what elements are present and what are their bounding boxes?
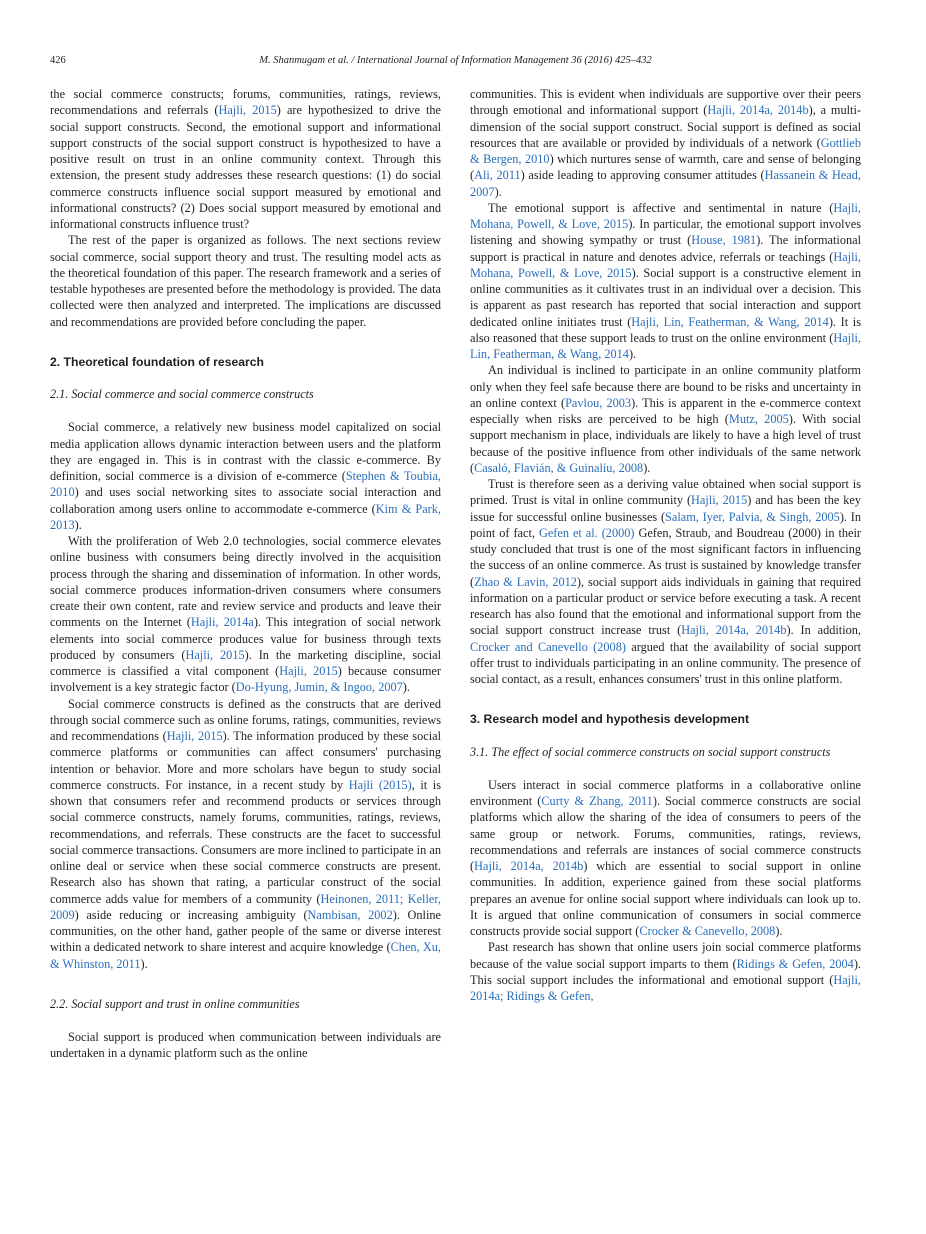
subsection-heading: 2.1. Social commerce and social commerce constructs: [50, 387, 314, 401]
citation-link[interactable]: Hajli, 2015: [166, 729, 223, 743]
paragraph: [50, 86, 441, 232]
citation-link[interactable]: Hajli, Mohana, Powell, & Love, 2015: [470, 249, 861, 280]
body-text: ).: [140, 956, 148, 971]
paragraph: [470, 939, 861, 1004]
paragraph: [470, 777, 861, 940]
citation-link[interactable]: Hajli, 2015: [185, 647, 245, 662]
body-text: The emotional support is affective and sentimental in nature (: [488, 200, 834, 215]
citation-link[interactable]: Hajli, 2014a, 2014b: [681, 623, 787, 638]
body-text: ). In addition,: [786, 623, 861, 638]
citation-link[interactable]: Heinonen, 2011; Keller, 2009: [50, 891, 442, 922]
citation-link[interactable]: Casaló, Flavián, & Guinalíu, 2008: [474, 460, 644, 475]
citation-link[interactable]: Hajli, Lin, Featherman, & Wang, 2014: [470, 330, 861, 361]
citation-link[interactable]: Hajli, Lin, Featherman, & Wang, 2014: [631, 314, 829, 329]
paragraph: [470, 200, 861, 363]
citation-link[interactable]: Hajli, 2015: [279, 664, 338, 678]
section-heading: 2. Theoretical foundation of research: [50, 354, 265, 369]
paragraph: [50, 1029, 441, 1062]
running-head: [50, 55, 861, 71]
citation-link[interactable]: Chen, Xu, & Whinston, 2011: [50, 940, 441, 971]
body-text: ).: [628, 347, 637, 361]
body-text: ).: [494, 184, 502, 199]
right-column: [470, 86, 861, 1004]
body-text: ) are hypothesized to drive the social support constructs. Second, the emotional support and informational support constructs of the social support construct is hypothesized to have a positive result on trust in an online community context. Through this extension, the present study addresses these research questions: (1) do social commerce constructs influence social support measured by emotional and informational constructs? (2) Does social support measured by emotional and informational constructs influence trust?: [50, 103, 442, 231]
citation-link[interactable]: Hajli (2015): [348, 777, 412, 792]
body-text: ). Online communities, on the other hand, gather people of the same or diverse interest within a dedicated network to share interest and acquire knowledge (: [50, 907, 441, 955]
citation-link[interactable]: Ridings & Gefen, 2004: [736, 956, 854, 971]
body-text: ). Social support is a constructive element in online communities as it cultivates trust in an individual over a decision. This is apparent as past research has reported that social interaction and support dedicated online initiates trust (: [470, 265, 861, 329]
citation-link[interactable]: Gefen et al. (2000): [538, 525, 635, 540]
citation-link[interactable]: Nambisan, 2002: [307, 907, 393, 922]
body-text: Social commerce constructs is defined as the constructs that are derived through social commerce such as online forums, ratings, communities, reviews and recommendations (: [50, 696, 441, 743]
citation-link[interactable]: Mutz, 2005: [728, 412, 789, 426]
body-text: ) because consumer involvement is a key strategic factor (: [50, 664, 441, 695]
body-text: With the proliferation of Web 2.0 technologies, social commerce elevates online business with consumers being directly involved in the acquisition process through the sharing and dissemination of information. In other words, social commerce produces information-driven consumers where consumers create their own content, rate and review service and products and leave their comments on the Internet (: [50, 534, 441, 630]
citation-link[interactable]: Hajli, 2014a, 2014b: [707, 103, 809, 118]
body-text: ). The informational support is practical in nature and denotes advice, referrals or teachings (: [470, 233, 861, 264]
paragraph: [50, 696, 441, 972]
body-text: Social commerce, a relatively new business model capitalized on social media application allows dynamic interaction between users and the platform they are engaged in. This is in contrast with the classic e-commerce. By definition, social commerce is a division of e-commerce (: [50, 420, 441, 483]
body-text: An individual is inclined to participate in an online community platform only when they feel safe because there are bound to be risks and uncertainty in an online context (: [470, 363, 861, 410]
citation-link[interactable]: Hassanein & Head, 2007: [470, 168, 861, 199]
body-text: ). In point of fact,: [470, 509, 861, 540]
body-text: ). This social support includes the informational and emotional support (: [470, 956, 861, 987]
body-text: Trust is therefore seen as a deriving value obtained when social support is primed. Trust is vital in online community (: [470, 477, 861, 508]
citation-link[interactable]: Curty & Zhang, 2011: [541, 794, 653, 808]
section-heading: 3. Research model and hypothesis development: [470, 712, 750, 727]
citation-link[interactable]: Gottlieb & Bergen, 2010: [470, 135, 861, 166]
citation-link[interactable]: Hajli, 2014a, 2014b: [474, 859, 584, 873]
body-text: Gefen, Straub, and Boudreau (2000) in their study concluded that trust is one of the most significant factors in influencing the success of an online commerce. As trust is sustained by knowledge transfer (: [470, 525, 862, 589]
body-text: ) which are essential to social support in online communities. In addition, experience gained from these social platforms prepares an avenue for online social support where individuals can look up to. It is argued that online communication of consumers in social commerce constructs provide social support (: [470, 859, 861, 938]
body-text: ). The information produced by these social commerce platforms or communities can affect consumers' purchasing intention or behavior. More and more scholars have begun to study social commerce constructs. For instance, in a recent study by: [50, 729, 441, 792]
body-text: ). With social support mechanism in place, individuals are likely to have a high level of trust because of the positive influence from other individuals of the same network (: [470, 412, 861, 475]
body-text: The rest of the paper is organized as follows. The next sections review social commerce, social support theory and trust. The resulting model acts as the theoretical foundation of this paper. The research framework and a series of testable hypotheses are presented before the methodology is provided. The data collected were then analyzed and interpreted. The implications are discussed and recommendations are provided before concluding the paper.: [50, 233, 441, 329]
citation-link[interactable]: Salam, Iyer, Palvia, & Singh, 2005: [665, 509, 840, 524]
paragraph: [470, 362, 861, 476]
body-text: Users interact in social commerce platforms in a collaborative online environment (: [470, 777, 861, 808]
body-text: ) which nurtures sense of warmth, care and sense of belonging (: [470, 152, 861, 183]
citation-link[interactable]: Crocker & Canevello, 2008: [639, 924, 776, 938]
paragraph: [470, 86, 861, 200]
body-text: ). In particular, the emotional support involves listening and showing sympathy or trust (: [470, 217, 861, 248]
body-text: ).: [643, 460, 651, 475]
citation-link[interactable]: Zhao & Lavin, 2012: [474, 574, 577, 589]
left-column: [50, 86, 441, 1062]
journal-reference: M. Shanmugam et al. / International Journal of Information Management 36 (2016) 425–432: [259, 55, 652, 66]
paragraph: [470, 476, 861, 687]
citation-link[interactable]: Do-Hyung, Jumin, & Ingoo, 2007: [235, 680, 403, 695]
body-text: argued that the availability of social support offer trust to individuals participating in an online community. The presence of social contact, as a result, enhances consumers' trust in this online platform.: [470, 639, 861, 686]
body-text: ), a multi-dimension of the social support construct. Social support is defined as social resources that are available or provided by individuals of a network (: [470, 103, 861, 150]
citation-link[interactable]: Hajli, 2014a; Ridings & Gefen,: [470, 972, 861, 1003]
body-text: ). This integration of social network elements into social commerce produces value for business through texts produced by consumers (: [50, 615, 441, 662]
citation-link[interactable]: Pavlou, 2003: [565, 395, 632, 410]
body-text: ) and has been the key issue for successful online businesses (: [470, 493, 861, 524]
citation-link[interactable]: Stephen & Toubia, 2010: [50, 469, 441, 500]
body-text: the social commerce constructs; forums, communities, ratings, reviews, recommendations and referrals (: [50, 87, 441, 118]
citation-link[interactable]: Ali, 2011: [474, 168, 521, 183]
subsection-heading: 2.2. Social support and trust in online communities: [50, 996, 300, 1011]
body-text: ).: [402, 680, 410, 695]
body-text: ). It is also reasoned that these support leads to trust on the online environment (: [470, 314, 861, 345]
body-text: ) aside leading to approving consumer attitudes (: [520, 168, 765, 183]
body-text: ) aside reducing or increasing ambiguity (: [74, 907, 308, 922]
body-text: Social support is produced when communication between individuals are undertaken in a dynamic platform such as the online: [50, 1030, 441, 1061]
body-text: ).: [775, 924, 783, 938]
body-text: ). Social commerce constructs are social platforms which allow the sharing of the idea of consumers to peers of the same group or network. Forums, communities, ratings, reviews, recommendations and referrals are instances of social commerce constructs (: [470, 794, 861, 873]
body-text: ). In the marketing discipline, social commerce is classified a vital component (: [50, 647, 441, 678]
paragraph: [50, 533, 441, 696]
body-text: Past research has shown that online users join social commerce platforms because of the value social support imparts to them (: [470, 940, 861, 971]
citation-link[interactable]: Crocker and Canevello (2008): [470, 639, 626, 654]
body-text: ).: [74, 517, 82, 532]
body-text: communities. This is evident when individuals are supportive over their peers through emotional and informational support (: [470, 87, 861, 118]
citation-link[interactable]: House, 1981: [691, 233, 757, 248]
body-text: ), social support aids individuals in gaining that required information on a particular product or service before executing a task. A recent research has also found that the emotional and informational support from the social support construct increase trust (: [470, 574, 861, 638]
body-text: ). This is apparent in the e-commerce context especially when risks are perceived to be high (: [470, 395, 862, 426]
paragraph: [50, 419, 441, 533]
citation-link[interactable]: Hajli, 2015: [691, 493, 748, 508]
paragraph: [50, 232, 441, 330]
body-text: , it is shown that consumers refer and recommend products or services through social commerce constructs, namely forums, communities, ratings, reviews, recommendations, and referrals. These constructs are the facet to successful social commerce transactions. Consumers are more inclined to participate in an online deal or service when these social commerce constructs are present. Research also has shown that rating, a particular construct of the social commerce adds value for members of a community (: [50, 777, 441, 906]
body-text: ) and uses social networking sites to associate social interaction and collaboration among users online to accommodate e-commerce (: [50, 485, 441, 516]
subsection-heading: 3.1. The effect of social commerce constructs on social support constructs: [470, 744, 831, 759]
page-number: 426: [50, 55, 66, 66]
citation-link[interactable]: Kim & Park, 2013: [50, 501, 441, 532]
citation-link[interactable]: Hajli, 2014a: [190, 615, 254, 630]
citation-link[interactable]: Hajli, 2015: [218, 103, 277, 118]
citation-link[interactable]: Hajli, Mohana, Powell, & Love, 2015: [470, 200, 861, 231]
